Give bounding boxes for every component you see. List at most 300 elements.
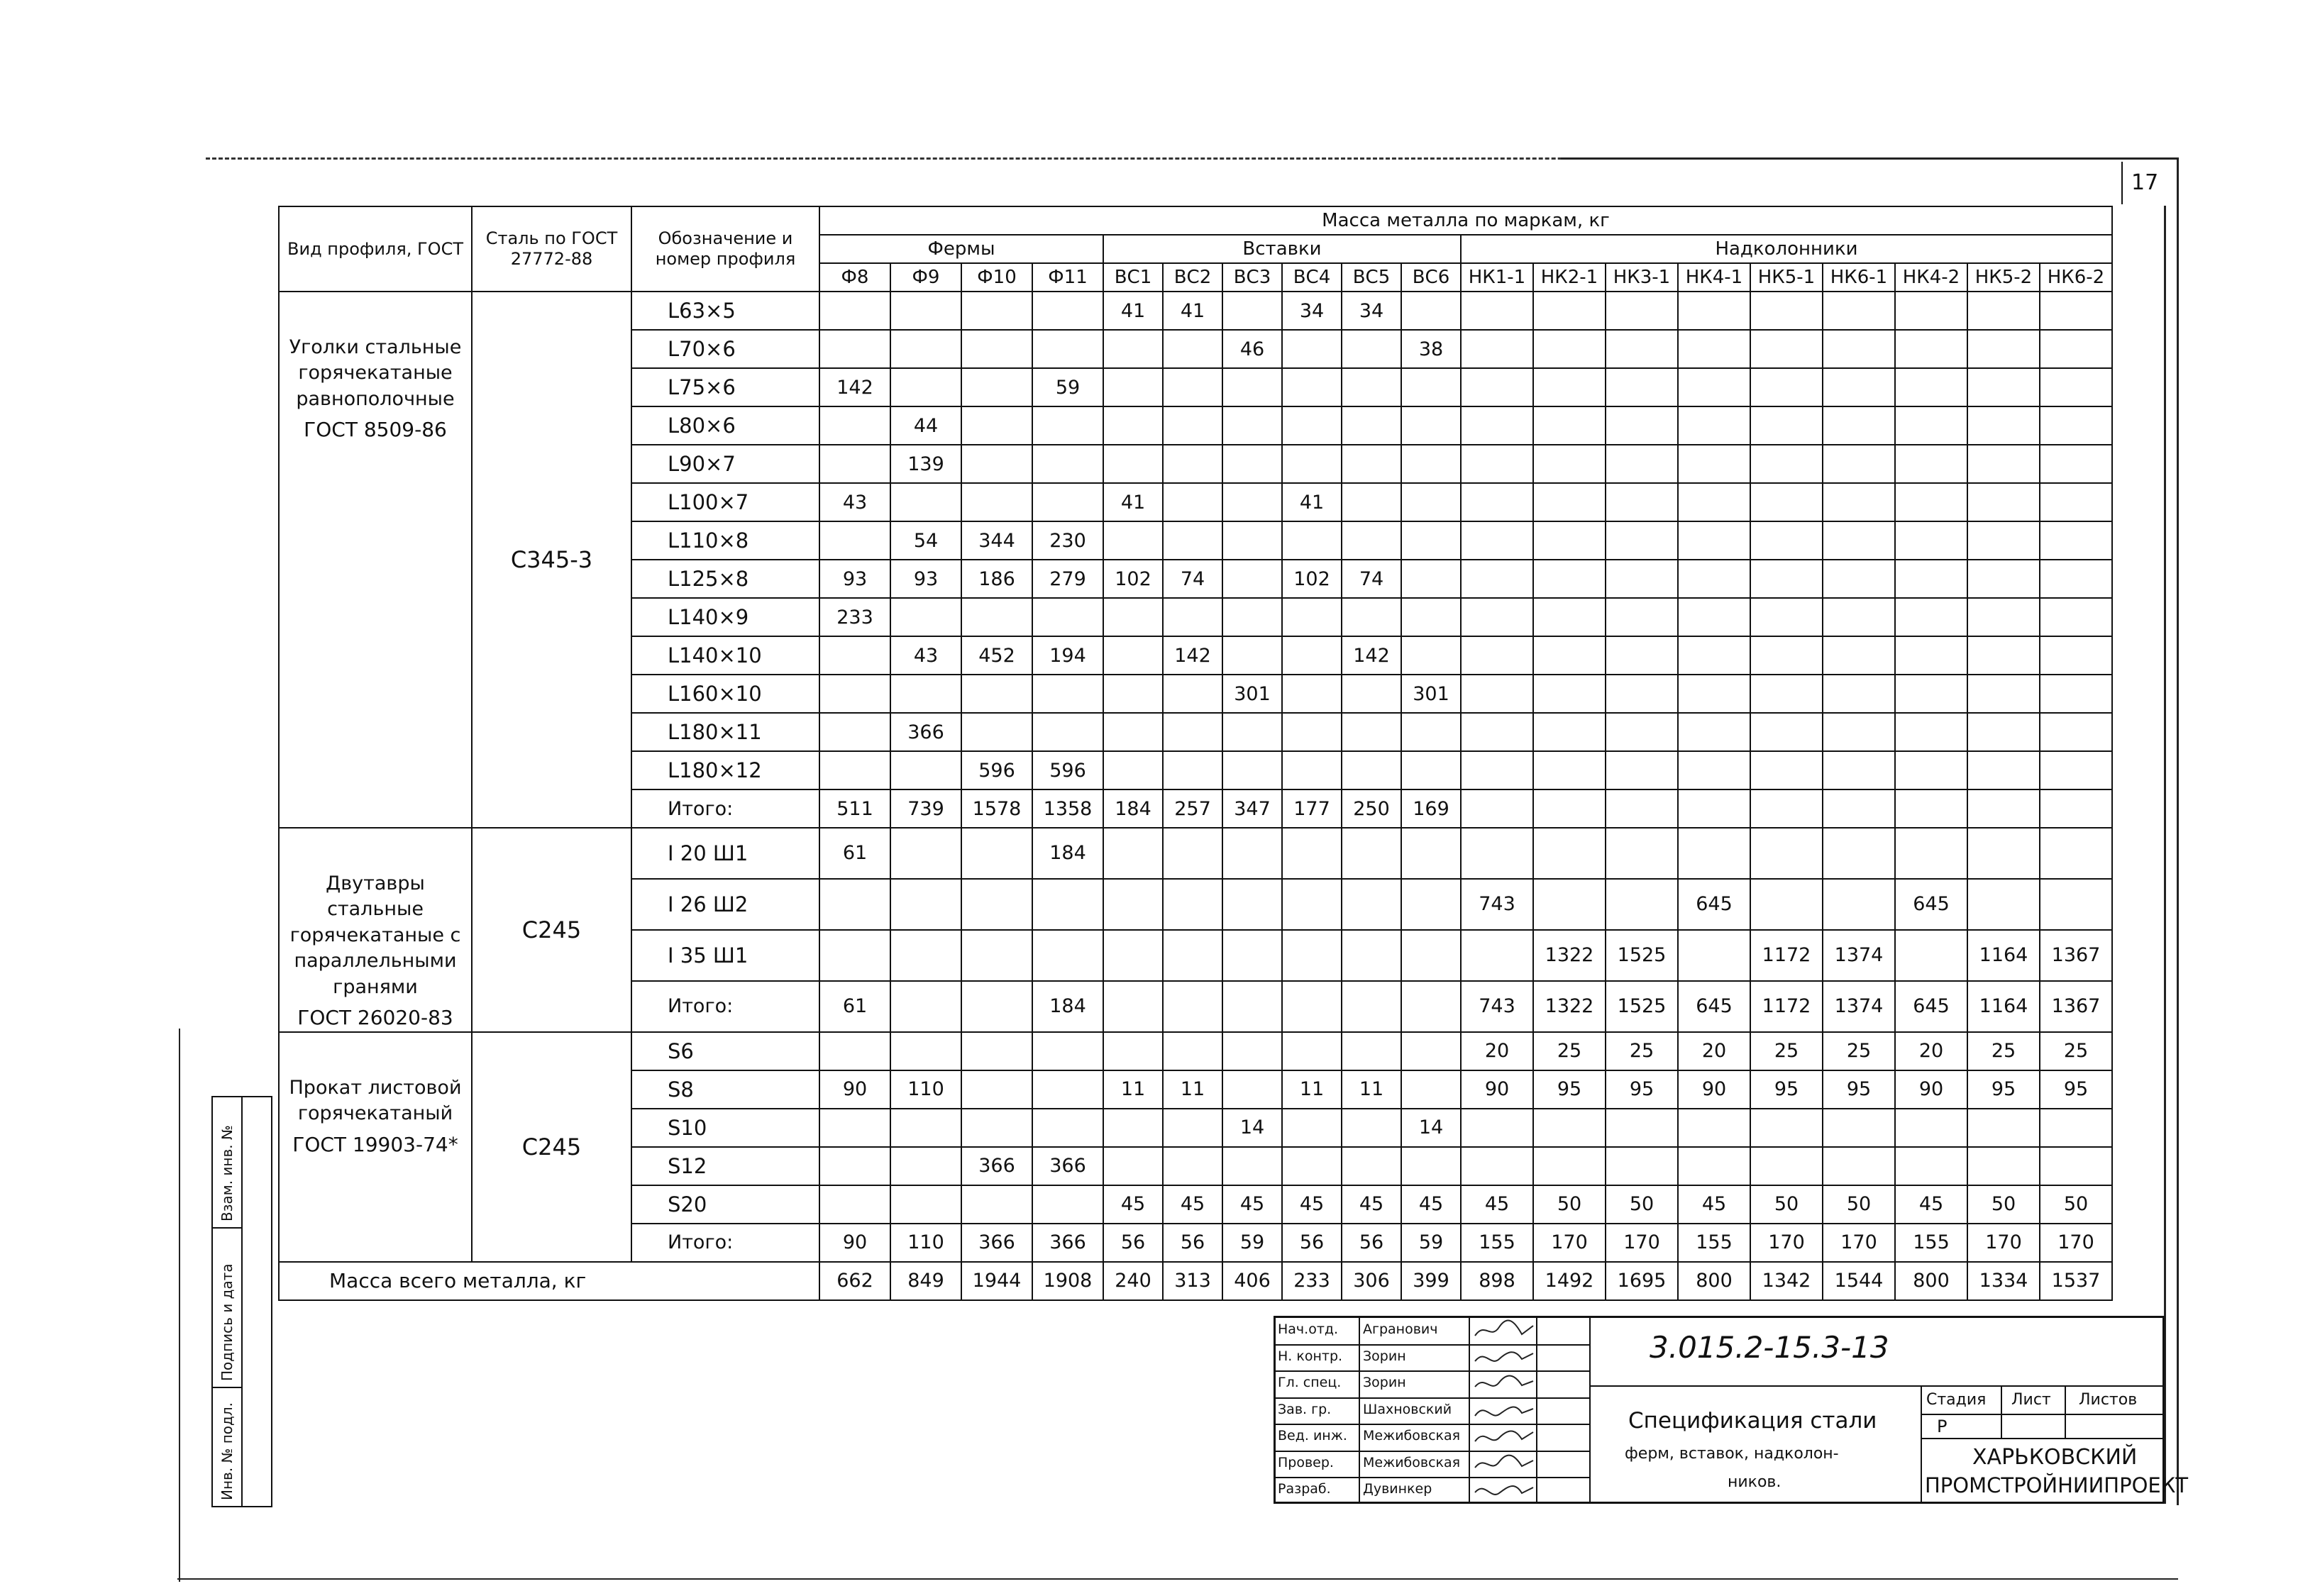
mass-cell (1533, 598, 1606, 636)
mass-cell (1282, 675, 1342, 713)
mass-cell (1967, 1109, 2040, 1147)
mass-cell (1163, 368, 1222, 406)
mass-cell (1606, 292, 1678, 330)
mass-cell (1678, 1109, 1750, 1147)
mass-cell: 11 (1342, 1070, 1401, 1109)
mass-cell (1222, 751, 1282, 789)
title-block-name: Агранович (1363, 1321, 1438, 1337)
mass-cell (1678, 560, 1750, 598)
profile-designation: I 26 Ш2 (631, 879, 819, 930)
mass-cell: 74 (1342, 560, 1401, 598)
subtotal-cell (1823, 789, 1895, 828)
mass-cell (1163, 828, 1222, 879)
mass-cell: 184 (1032, 828, 1103, 879)
profile-designation: L80×6 (631, 406, 819, 445)
subtotal-cell: 1172 (1750, 981, 1823, 1032)
mass-cell (1401, 713, 1461, 751)
mass-cell: 25 (1533, 1032, 1606, 1070)
mass-cell (1163, 330, 1222, 368)
subtotal-cell (1461, 789, 1533, 828)
grand-total-cell: 399 (1401, 1262, 1461, 1300)
mass-cell (961, 930, 1032, 981)
mass-cell (1823, 636, 1895, 675)
mass-cell (1678, 368, 1750, 406)
signature-mark (1472, 1478, 1536, 1502)
subtotal-cell: 90 (819, 1224, 890, 1262)
mass-cell (1823, 521, 1895, 560)
mass-cell (1342, 330, 1401, 368)
mass-cell (1678, 930, 1750, 981)
mass-cell: 93 (890, 560, 961, 598)
sheet-label: Лист (2011, 1391, 2051, 1409)
mass-cell (1282, 330, 1342, 368)
mass-cell (1967, 406, 2040, 445)
subtotal-cell: 59 (1401, 1224, 1461, 1262)
mass-cell (1461, 636, 1533, 675)
mass-cell: 50 (2040, 1185, 2112, 1224)
mass-cell: 74 (1163, 560, 1222, 598)
mass-cell: 596 (961, 751, 1032, 789)
profile-designation: L180×12 (631, 751, 819, 789)
mass-cell: 41 (1103, 292, 1163, 330)
mass-cell (1895, 713, 1967, 751)
mass-cell (1163, 406, 1222, 445)
mass-cell (1895, 828, 1967, 879)
mass-cell: 61 (819, 828, 890, 879)
mass-cell (1401, 368, 1461, 406)
mass-cell (890, 675, 961, 713)
mass-cell (1678, 483, 1750, 521)
mass-cell (1533, 368, 1606, 406)
grand-total-cell: 849 (890, 1262, 961, 1300)
mass-cell (1342, 751, 1401, 789)
profile-designation: S12 (631, 1147, 819, 1185)
header-group-inserts: Вставки (1103, 235, 1461, 263)
profile-designation: L125×8 (631, 560, 819, 598)
mass-cell (1222, 930, 1282, 981)
mass-cell (1750, 1147, 1823, 1185)
mass-cell (1606, 406, 1678, 445)
mass-cell (1533, 1147, 1606, 1185)
mass-cell (1282, 1147, 1342, 1185)
mass-cell (1678, 521, 1750, 560)
mass-cell: 25 (1750, 1032, 1823, 1070)
signature-mark (1472, 1399, 1536, 1423)
grand-total-cell: 313 (1163, 1262, 1222, 1300)
mass-cell (961, 445, 1032, 483)
mass-cell (1533, 292, 1606, 330)
grand-total-cell: 240 (1103, 1262, 1163, 1300)
subtotal-cell (1750, 789, 1823, 828)
mass-cell (1401, 930, 1461, 981)
mass-cell (1163, 879, 1222, 930)
strip-cell-replacement (213, 1097, 243, 1229)
mass-cell: 1525 (1606, 930, 1678, 981)
sheet-number: 17 (2131, 170, 2159, 195)
mass-cell (1750, 406, 1823, 445)
mass-cell (1967, 879, 2040, 930)
mass-cell (1678, 406, 1750, 445)
mass-cell (1823, 713, 1895, 751)
mass-cell (1823, 483, 1895, 521)
grand-total-cell: 1544 (1823, 1262, 1895, 1300)
mass-cell: 34 (1282, 292, 1342, 330)
mass-cell (890, 828, 961, 879)
mass-cell (1103, 521, 1163, 560)
mass-cell (1342, 406, 1401, 445)
mass-cell (1342, 598, 1401, 636)
subtotal-label: Итого: (631, 981, 819, 1032)
mass-cell (1222, 598, 1282, 636)
mass-cell (1750, 636, 1823, 675)
subtotal-cell: 170 (1606, 1224, 1678, 1262)
profile-group-name: Уголки стальные горячекатаные равнополочные (289, 336, 462, 410)
mass-cell: 230 (1032, 521, 1103, 560)
subtotal-cell (1967, 789, 2040, 828)
mass-cell (1533, 713, 1606, 751)
mass-cell: 452 (961, 636, 1032, 675)
mass-cell (961, 828, 1032, 879)
mass-cell (1461, 930, 1533, 981)
mass-cell (1967, 598, 2040, 636)
subtotal-cell: 511 (819, 789, 890, 828)
profile-group-cell (279, 1032, 472, 1262)
mass-cell (1103, 1032, 1163, 1070)
mass-cell (961, 292, 1032, 330)
mass-cell (1750, 330, 1823, 368)
mass-cell: 14 (1401, 1109, 1461, 1147)
subtotal-cell: 170 (2040, 1224, 2112, 1262)
mass-cell (1967, 675, 2040, 713)
mass-cell: 25 (1823, 1032, 1895, 1070)
mass-cell: 20 (1678, 1032, 1750, 1070)
mass-cell (1678, 598, 1750, 636)
mass-cell: 25 (1606, 1032, 1678, 1070)
mass-cell (1032, 330, 1103, 368)
mass-cell (1103, 330, 1163, 368)
table-row (279, 828, 2112, 879)
frame-inner-right (2164, 206, 2166, 1504)
subtotal-cell: 645 (1678, 981, 1750, 1032)
mass-cell (961, 1185, 1032, 1224)
mass-cell (1461, 751, 1533, 789)
title-block-role: Нач.отд. (1278, 1321, 1339, 1337)
mass-cell (1342, 828, 1401, 879)
mass-cell (1823, 445, 1895, 483)
mass-cell (1222, 406, 1282, 445)
mass-cell (890, 292, 961, 330)
mass-cell (1533, 521, 1606, 560)
mass-cell (819, 1185, 890, 1224)
mass-cell (1282, 1109, 1342, 1147)
mass-cell (1967, 1147, 2040, 1185)
mass-cell (1103, 368, 1163, 406)
mass-cell (1895, 1109, 1967, 1147)
mass-cell: 194 (1032, 636, 1103, 675)
header-mark: НК6-1 (1823, 263, 1895, 292)
mass-cell (1461, 828, 1533, 879)
mass-cell (1103, 406, 1163, 445)
subtotal-cell: 61 (819, 981, 890, 1032)
subtotal-cell: 1164 (1967, 981, 2040, 1032)
mass-cell (1401, 751, 1461, 789)
mass-cell: 45 (1282, 1185, 1342, 1224)
mass-cell: 43 (890, 636, 961, 675)
mass-cell (1895, 636, 1967, 675)
mass-cell (1282, 828, 1342, 879)
mass-cell (1895, 368, 1967, 406)
mass-cell (1461, 598, 1533, 636)
subtotal-cell: 739 (890, 789, 961, 828)
mass-cell: 90 (1895, 1070, 1967, 1109)
sheets-label: Листов (2079, 1391, 2138, 1409)
subtotal-cell (1282, 981, 1342, 1032)
mass-cell: 142 (1163, 636, 1222, 675)
mass-cell (1282, 713, 1342, 751)
mass-cell (1282, 1032, 1342, 1070)
mass-cell (2040, 879, 2112, 930)
header-mark: НК2-1 (1533, 263, 1606, 292)
mass-cell (2040, 636, 2112, 675)
header-mark: НК4-1 (1678, 263, 1750, 292)
steel-grade: С245 (472, 828, 631, 1032)
mass-cell (890, 1185, 961, 1224)
mass-cell (1678, 292, 1750, 330)
mass-cell: 366 (961, 1147, 1032, 1185)
title-block-role: Вед. инж. (1278, 1428, 1347, 1443)
document-title-line3: ников. (1728, 1473, 1781, 1491)
mass-cell (961, 598, 1032, 636)
mass-cell (961, 368, 1032, 406)
profile-group-cell (279, 828, 472, 1032)
mass-cell (1103, 879, 1163, 930)
mass-cell: 34 (1342, 292, 1401, 330)
profile-designation: S20 (631, 1185, 819, 1224)
mass-cell (1606, 675, 1678, 713)
mass-cell (890, 483, 961, 521)
profile-designation: L160×10 (631, 675, 819, 713)
subtotal-cell: 155 (1895, 1224, 1967, 1262)
mass-cell (2040, 368, 2112, 406)
mass-cell (961, 675, 1032, 713)
mass-cell (1678, 713, 1750, 751)
header-mark: НК5-2 (1967, 263, 2040, 292)
profile-designation: L75×6 (631, 368, 819, 406)
mass-cell: 50 (1606, 1185, 1678, 1224)
mass-cell (1606, 1147, 1678, 1185)
subtotal-cell: 645 (1895, 981, 1967, 1032)
mass-cell (1750, 368, 1823, 406)
mass-cell: 45 (1401, 1185, 1461, 1224)
mass-cell: 102 (1282, 560, 1342, 598)
mass-cell (1032, 1109, 1103, 1147)
grand-total-cell: 662 (819, 1262, 890, 1300)
mass-cell (1163, 1109, 1222, 1147)
title-block-role: Н. контр. (1278, 1348, 1343, 1364)
profile-designation: L110×8 (631, 521, 819, 560)
mass-cell: 93 (819, 560, 890, 598)
mass-cell (961, 406, 1032, 445)
mass-cell (1103, 445, 1163, 483)
sheet-number-box (2121, 162, 2165, 204)
profile-designation: L180×11 (631, 713, 819, 751)
mass-cell (2040, 445, 2112, 483)
mass-cell (1282, 406, 1342, 445)
mass-cell (1032, 292, 1103, 330)
mass-cell: 142 (1342, 636, 1401, 675)
mass-cell (1461, 1147, 1533, 1185)
mass-cell (819, 292, 890, 330)
mass-cell (1282, 598, 1342, 636)
grand-total-label: Масса всего металла, кг (279, 1262, 819, 1300)
mass-cell (1461, 445, 1533, 483)
mass-cell (819, 406, 890, 445)
mass-cell (961, 330, 1032, 368)
mass-cell (1222, 1032, 1282, 1070)
mass-cell: 90 (819, 1070, 890, 1109)
mass-cell: 301 (1401, 675, 1461, 713)
mass-cell: 45 (1461, 1185, 1533, 1224)
profile-designation: L90×7 (631, 445, 819, 483)
subtotal-cell: 59 (1222, 1224, 1282, 1262)
header-mark: Ф10 (961, 263, 1032, 292)
header-mark: НК1-1 (1461, 263, 1533, 292)
header-mark: НК4-2 (1895, 263, 1967, 292)
document-code: 3.015.2-15.3-13 (1650, 1330, 1889, 1365)
mass-cell (1967, 560, 2040, 598)
steel-grade: С345-3 (472, 292, 631, 828)
mass-cell (1678, 330, 1750, 368)
mass-cell (1606, 751, 1678, 789)
mass-cell (1461, 713, 1533, 751)
mass-cell (1750, 675, 1823, 713)
signature-mark (1472, 1346, 1536, 1370)
mass-cell: 46 (1222, 330, 1282, 368)
mass-cell (1032, 445, 1103, 483)
mass-cell (1606, 828, 1678, 879)
mass-cell (1461, 292, 1533, 330)
title-block (1274, 1316, 2189, 1504)
mass-cell (819, 751, 890, 789)
subtotal-cell: 155 (1461, 1224, 1533, 1262)
mass-cell (1967, 521, 2040, 560)
mass-cell (1342, 1147, 1401, 1185)
title-block-role: Провер. (1278, 1454, 1334, 1470)
document-title-line1: Спецификация стали (1628, 1408, 1877, 1434)
signature-mark (1472, 1425, 1536, 1449)
mass-cell (890, 930, 961, 981)
mass-cell (1606, 636, 1678, 675)
mass-cell (1823, 292, 1895, 330)
subtotal-cell: 257 (1163, 789, 1222, 828)
mass-cell (1533, 445, 1606, 483)
signature-mark (1472, 1319, 1536, 1343)
subtotal-cell (1222, 981, 1282, 1032)
mass-cell (961, 1109, 1032, 1147)
mass-cell (819, 445, 890, 483)
mass-cell (819, 1032, 890, 1070)
mass-cell (1282, 879, 1342, 930)
header-steel: Сталь по ГОСТ 27772-88 (472, 206, 631, 292)
subtotal-cell: 1358 (1032, 789, 1103, 828)
mass-cell (1401, 521, 1461, 560)
mass-cell (1533, 636, 1606, 675)
mass-cell (1606, 445, 1678, 483)
subtotal-cell (961, 981, 1032, 1032)
mass-cell: 95 (1533, 1070, 1606, 1109)
strip-label-inventory: Инв. № подл. (219, 1402, 236, 1500)
header-mark: НК3-1 (1606, 263, 1678, 292)
subtotal-cell: 184 (1103, 789, 1163, 828)
mass-cell (1678, 751, 1750, 789)
mass-cell: 59 (1032, 368, 1103, 406)
mass-cell: 279 (1032, 560, 1103, 598)
mass-cell (1032, 1032, 1103, 1070)
mass-cell (819, 521, 890, 560)
mass-cell (1823, 1147, 1895, 1185)
mass-cell: 54 (890, 521, 961, 560)
profile-group-name: Двутавры стальные горячекатаные с параллельными гранями (289, 872, 461, 998)
mass-cell: 45 (1895, 1185, 1967, 1224)
mass-cell (2040, 330, 2112, 368)
mass-cell: 95 (1606, 1070, 1678, 1109)
mass-cell (890, 330, 961, 368)
mass-cell (1606, 330, 1678, 368)
mass-cell (1895, 483, 1967, 521)
header-mark: ВС5 (1342, 263, 1401, 292)
mass-cell: 1172 (1750, 930, 1823, 981)
mass-cell (1103, 1147, 1163, 1185)
mass-cell (2040, 598, 2112, 636)
mass-cell: 95 (1750, 1070, 1823, 1109)
subtotal-cell (1895, 789, 1967, 828)
mass-cell: 110 (890, 1070, 961, 1109)
mass-cell (2040, 406, 2112, 445)
table-row (279, 1032, 2112, 1070)
mass-cell (1401, 292, 1461, 330)
mass-cell (1533, 406, 1606, 445)
mass-cell: 20 (1461, 1032, 1533, 1070)
mass-cell (1895, 406, 1967, 445)
mass-cell (819, 330, 890, 368)
mass-cell (1342, 483, 1401, 521)
mass-cell (1895, 930, 1967, 981)
mass-cell (1222, 368, 1282, 406)
steel-specification-table (278, 206, 2113, 1301)
mass-cell: 233 (819, 598, 890, 636)
subtotal-cell: 56 (1103, 1224, 1163, 1262)
mass-cell: 95 (1967, 1070, 2040, 1109)
mass-cell (961, 713, 1032, 751)
mass-cell (1163, 598, 1222, 636)
mass-cell (819, 713, 890, 751)
profile-group-name: Прокат листовой горячекатаный (289, 1076, 462, 1125)
mass-cell (1282, 445, 1342, 483)
mass-cell (1533, 1109, 1606, 1147)
mass-cell (1342, 445, 1401, 483)
mass-cell (1895, 1147, 1967, 1185)
subtotal-cell: 366 (1032, 1224, 1103, 1262)
subtotal-cell (1342, 981, 1401, 1032)
mass-cell (961, 483, 1032, 521)
mass-cell (1342, 368, 1401, 406)
mass-cell: 25 (1967, 1032, 2040, 1070)
mass-cell: 1164 (1967, 930, 2040, 981)
mass-cell (1401, 1070, 1461, 1109)
mass-cell (1461, 1109, 1533, 1147)
mass-cell (1222, 636, 1282, 675)
mass-cell (890, 1032, 961, 1070)
